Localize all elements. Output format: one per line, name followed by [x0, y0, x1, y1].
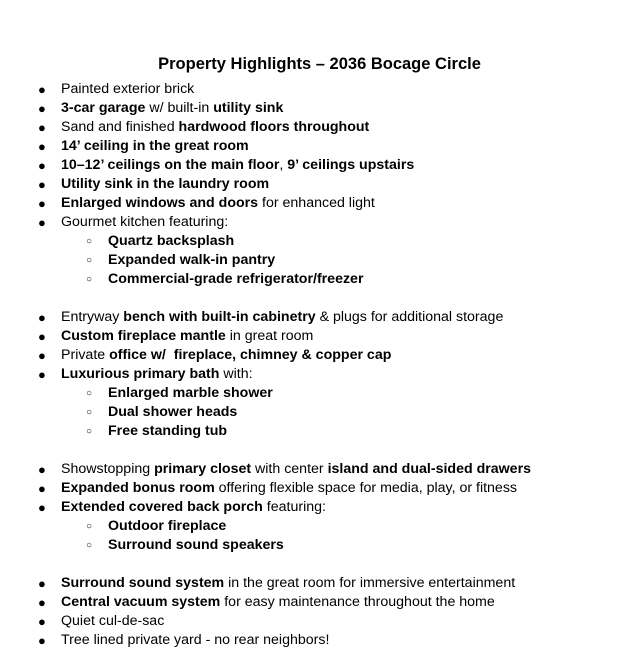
- text: Painted exterior brick: [61, 81, 195, 97]
- list-item: [0, 194, 639, 213]
- bullet-icon: ●: [38, 310, 46, 325]
- bold-text: utility sink: [213, 100, 284, 116]
- bullet-icon: ●: [38, 633, 46, 648]
- text: in the great room for immersive entertainment: [224, 575, 516, 591]
- sub-list-item: [0, 403, 639, 422]
- text: Tree lined private yard - no rear neighbors!: [61, 632, 330, 648]
- bullet-icon: ●: [38, 462, 46, 477]
- list-spacer: [0, 441, 639, 460]
- hollow-bullet-icon: ○: [86, 426, 93, 437]
- list-item: [0, 346, 639, 365]
- text: Private: [61, 347, 110, 363]
- sub-list-item: [0, 251, 639, 270]
- bold-text: 10–12’ ceilings on the main floor: [61, 157, 280, 173]
- bullet-icon: ●: [38, 576, 46, 591]
- bullet-icon: ●: [38, 614, 46, 629]
- bold-text: Surround sound system: [61, 575, 225, 591]
- list-item: [0, 156, 639, 175]
- bullet-icon: ●: [38, 101, 46, 116]
- bullet-icon: ●: [38, 348, 46, 363]
- list-item: [0, 327, 639, 346]
- list-item: [0, 213, 639, 232]
- bold-text: Outdoor fireplace: [108, 518, 227, 534]
- text: Sand and finished: [61, 119, 179, 135]
- sub-list-item: [0, 422, 639, 441]
- text: for enhanced light: [258, 195, 375, 211]
- list-item: [0, 99, 639, 118]
- bold-text: hardwood floors throughout: [178, 119, 370, 135]
- bold-text: office w/ fireplace, chimney & copper cap: [109, 347, 392, 363]
- bold-text: Central vacuum system: [61, 594, 221, 610]
- hollow-bullet-icon: ○: [86, 255, 93, 266]
- bold-text: Luxurious primary bath: [61, 366, 220, 382]
- bold-text: island and dual-sided drawers: [327, 461, 531, 477]
- bullet-icon: ●: [38, 481, 46, 496]
- bullet-icon: ●: [38, 158, 46, 173]
- bold-text: Enlarged marble shower: [108, 385, 273, 401]
- bold-text: Custom fireplace mantle: [61, 328, 226, 344]
- hollow-bullet-icon: ○: [86, 274, 93, 285]
- list-item: [0, 593, 639, 612]
- bold-text: Surround sound speakers: [108, 537, 284, 553]
- bold-text: bench with built-in cabinetry: [123, 309, 316, 325]
- list-item: [0, 365, 639, 384]
- bold-text: Extended covered back porch: [61, 499, 263, 515]
- bold-text: Commercial-grade refrigerator/freezer: [108, 271, 364, 287]
- list-item: [0, 631, 639, 650]
- bullet-icon: ●: [38, 139, 46, 154]
- list-item: [0, 574, 639, 593]
- bullet-icon: ●: [38, 595, 46, 610]
- text: Entryway: [61, 309, 124, 325]
- text: ,: [279, 157, 288, 173]
- highlights-list: [0, 80, 639, 650]
- bold-text: 14’ ceiling in the great room: [61, 138, 249, 154]
- bold-text: Quartz backsplash: [108, 233, 235, 249]
- text: w/ built-in: [145, 100, 214, 116]
- bullet-icon: ●: [38, 177, 46, 192]
- bold-text: Dual shower heads: [108, 404, 238, 420]
- list-item: [0, 479, 639, 498]
- text: Quiet cul-de-sac: [61, 613, 165, 629]
- sub-list-item: [0, 517, 639, 536]
- list-item: [0, 308, 639, 327]
- bullet-icon: ●: [38, 215, 46, 230]
- bullet-icon: ●: [38, 329, 46, 344]
- list-item: [0, 137, 639, 156]
- hollow-bullet-icon: ○: [86, 388, 93, 399]
- bold-text: Free standing tub: [108, 423, 228, 439]
- hollow-bullet-icon: ○: [86, 407, 93, 418]
- list-item: [0, 175, 639, 194]
- text: in great room: [225, 328, 314, 344]
- bold-text: 3-car garage: [61, 100, 146, 116]
- bullet-icon: ●: [38, 367, 46, 382]
- sub-list-item: [0, 232, 639, 251]
- hollow-bullet-icon: ○: [86, 521, 93, 532]
- list-spacer: [0, 289, 639, 308]
- hollow-bullet-icon: ○: [86, 540, 93, 551]
- sub-list-item: [0, 536, 639, 555]
- bullet-icon: ●: [38, 120, 46, 135]
- sub-list-item: [0, 270, 639, 289]
- document-title: Property Highlights – 2036 Bocage Circle: [158, 55, 481, 74]
- bullet-icon: ●: [38, 82, 46, 97]
- list-item: [0, 118, 639, 137]
- bullet-icon: ●: [38, 500, 46, 515]
- list-item: [0, 612, 639, 631]
- bold-text: 9’ ceilings upstairs: [287, 157, 415, 173]
- bold-text: primary closet: [154, 461, 252, 477]
- text: & plugs for additional storage: [315, 309, 504, 325]
- bullet-icon: ●: [38, 196, 46, 211]
- text: featuring:: [262, 499, 326, 515]
- sub-list-item: [0, 384, 639, 403]
- text: offering flexible space for media, play, or fitness: [214, 480, 518, 496]
- list-spacer: [0, 555, 639, 574]
- text: with:: [219, 366, 253, 382]
- text: Gourmet kitchen featuring:: [61, 214, 229, 230]
- bold-text: Utility sink in the laundry room: [61, 176, 270, 192]
- text: for easy maintenance throughout the home: [220, 594, 495, 610]
- text: Showstopping: [61, 461, 155, 477]
- bold-text: Expanded walk-in pantry: [108, 252, 276, 268]
- list-item: [0, 460, 639, 479]
- hollow-bullet-icon: ○: [86, 236, 93, 247]
- bold-text: Expanded bonus room: [61, 480, 215, 496]
- text: with center: [251, 461, 328, 477]
- list-item: [0, 80, 639, 99]
- list-item: [0, 498, 639, 517]
- bold-text: Enlarged windows and doors: [61, 195, 259, 211]
